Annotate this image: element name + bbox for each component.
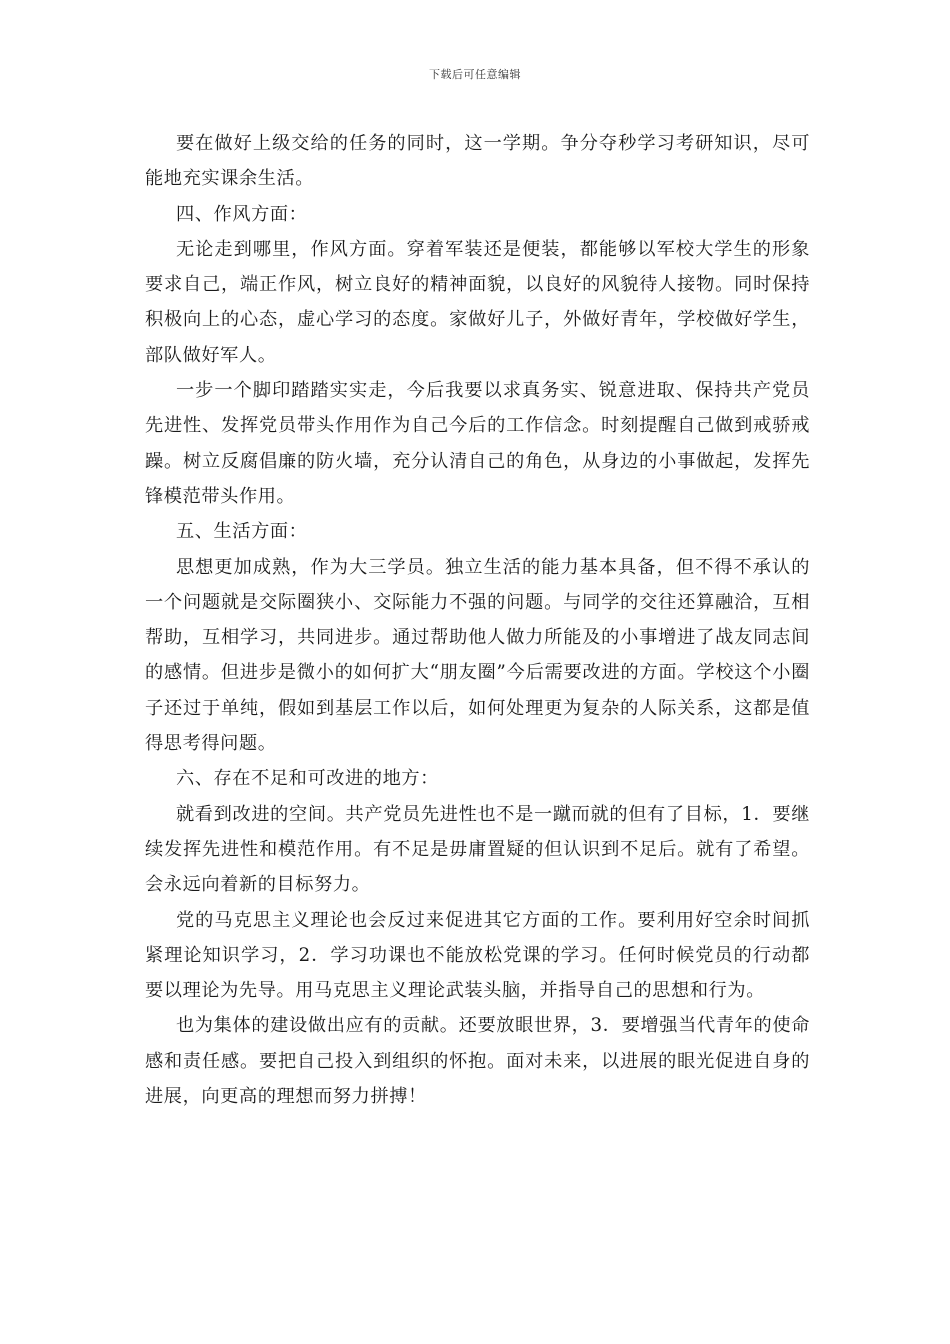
section-heading: 四、作风方面： xyxy=(175,203,308,225)
paragraph: 要在做好上级交给的任务的同时，这一学期。争分夺秒学习考研知识，尽可能地充实课余生活。 xyxy=(145,133,810,190)
paragraph: 也为集体的建设做出应有的贡献。还要放眼世界，3．要增强当代青年的使命感和责任感。要把自己投入到组织的怀抱。面对未来，以进展的眼光促进自身的进展，向更高的理想而努力拼搏！ xyxy=(145,1015,810,1108)
page-header: 下载后可任意编辑 xyxy=(429,68,521,81)
paragraph: 就看到改进的空间。共产党员先进性也不是一蹴而就的但有了目标，1．要继续发挥先进性和模范作用。有不足是毋庸置疑的但认识到不足后。就有了希望。会永远向着新的目标努力。 xyxy=(145,803,810,896)
paragraph: 思想更加成熟，作为大三学员。独立生活的能力基本具备，但不得不承认的一个问题就是交际圈狭小、交际能力不强的问题。与同学的交往还算融洽，互相帮助，互相学习，共同进步。通过帮助他人做力所能及的小事增进了战友同志间的感情。但进步是微小的如何扩大“朋友圈”今后需要改进的方面。学校这个小圈子还过于单纯，假如到基层工作以后，如何处理更为复杂的人际关系，这都是值得思考得问题。 xyxy=(145,556,810,755)
paragraph: 无论走到哪里，作风方面。穿着军装还是便装，都能够以军校大学生的形象要求自己，端正作风，树立良好的精神面貌，以良好的风貌待人接物。同时保持积极向上的心态，虚心学习的态度。家做好儿子，外做好青年，学校做好学生，部队做好军人。 xyxy=(145,238,810,366)
paragraph: 一步一个脚印踏踏实实走，今后我要以求真务实、锐意进取、保持共产党员先进性、发挥党员带头作用作为自己今后的工作信念。时刻提醒自己做到戒骄戒躁。树立反腐倡廉的防火墙，充分认清自己的角色，从身边的小事做起，发挥先锋模范带头作用。 xyxy=(145,380,810,507)
section-heading: 五、生活方面： xyxy=(175,521,308,543)
document-body xyxy=(145,126,810,1114)
paragraph: 党的马克思主义理论也会反过来促进其它方面的工作。要利用好空余时间抓紧理论知识学习，2．学习功课也不能放松党课的学习。任何时候党员的行动都要以理论为先导。用马克思主义理论武装头脑，并指导自己的思想和行为。 xyxy=(145,909,810,1002)
section-heading: 六、存在不足和可改进的地方： xyxy=(175,768,439,790)
